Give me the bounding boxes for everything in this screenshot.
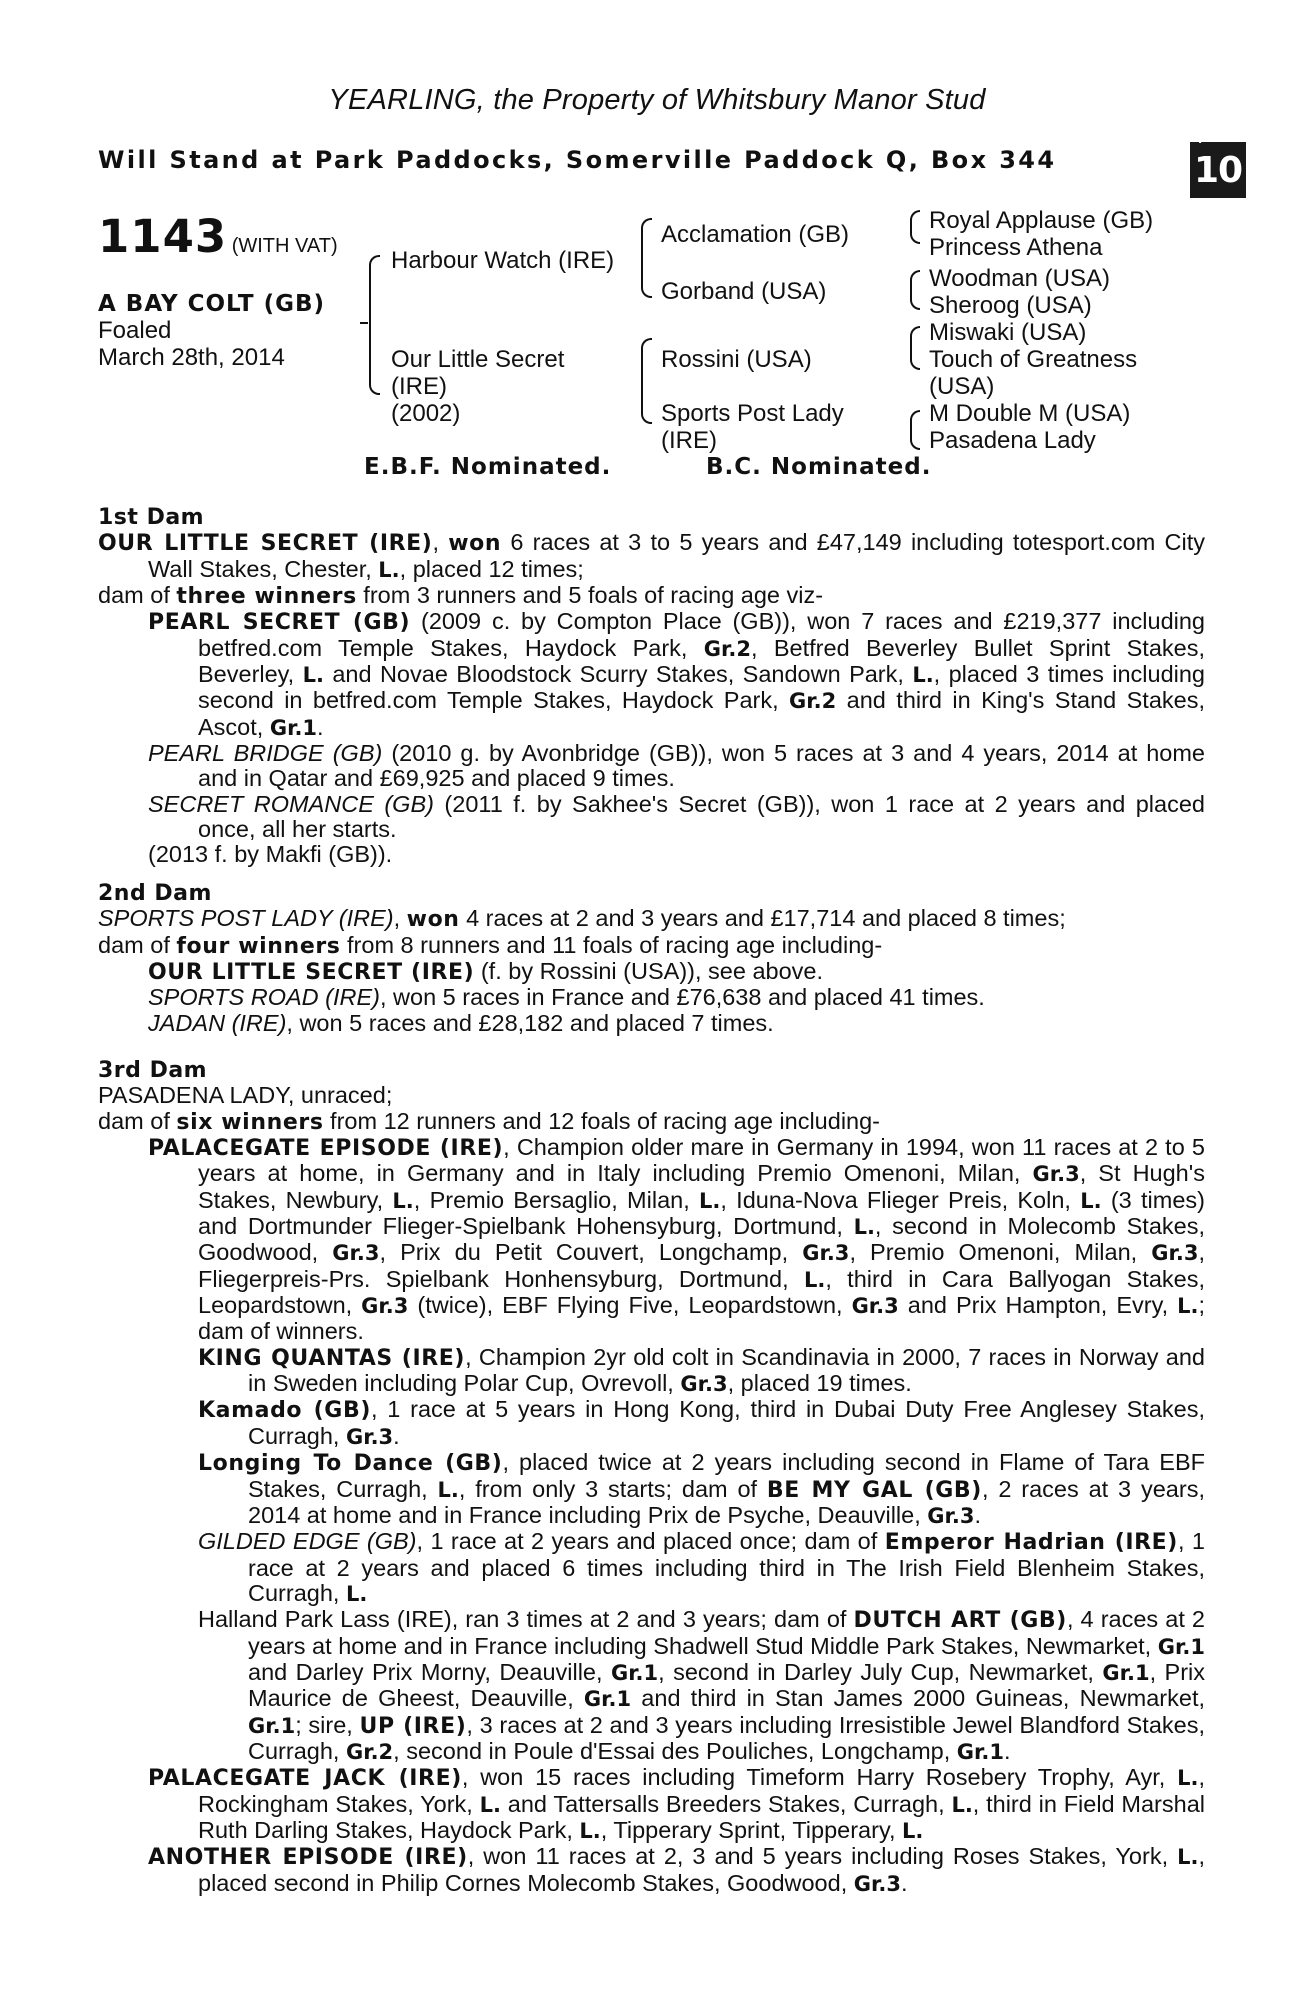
ancestor-3: Woodman (USA): [929, 265, 1110, 292]
pearl-bridge-entry: PEARL BRIDGE (GB) (2010 g. by Avonbridge (GB)), won 5 races at 3 and 4 years, 2014 at home and in Qatar and £69,925 and placed 9 times.: [148, 740, 1205, 792]
ancestor-1: Royal Applause (GB): [929, 207, 1154, 234]
secret-romance-entry: SECRET ROMANCE (GB) (2011 f. by Sakhee's Secret (GB)), won 1 race at 2 years and placed once, all her starts.: [148, 790, 1205, 843]
our-little-secret-entry: OUR LITTLE SECRET (IRE) (f. by Rossini (USA)), see above.: [148, 958, 824, 986]
ancestor-7: M Double M (USA): [929, 400, 1131, 427]
lot-number: 1143: [98, 210, 228, 263]
palacegate-episode-entry: PALACEGATE EPISODE (IRE), Champion older mare in Germany in 1994, won 11 races at 2 to 5 years at home, in Germany and in Italy including Premio Omenoni, Milan, Gr.3, St Hugh's Stakes, Newbury, L., Premio Bersaglio, Milan, L., Iduna-Nova Flieger Preis, Koln, L. (3 times) and Dortmunder Flieger-Spielbank Hohensyburg, Dortmund, L., second in Molecomb Stakes, Goodwood, Gr.3, Prix du Petit Couvert, Longchamp, Gr.3, Premio Omenoni, Milan, Gr.3, Fliegerpreis-Prs. Spielbank Honhensyburg, Dortmund, L., third in Cara Ballyogan Stakes, Leopardstown, Gr.3 (twice), EBF Flying Five, Leopardstown, Gr.3 and Prix Hampton, Evry, L.; dam of winners.: [148, 1134, 1205, 1345]
halland-park-lass-entry: Halland Park Lass (IRE), ran 3 times at 2 and 3 years; dam of DUTCH ART (GB), 4 races at 2 years at home and in France including Shadwell Stud Middle Park Stakes, Newmarket, Gr.1 and Darley Prix Morny, Deauville, Gr.1, second in Darley July Cup, Newmarket, Gr.1, Prix Maurice de Gheest, Deauville, Gr.1 and third in Stan James 2000 Guineas, Newmarket, Gr.1; sire, UP (IRE), 3 races at 2 and 3 years including Irresistible Jewel Blandford Stakes, Curragh, Gr.2, second in Poule d'Essai des Pouliches, Longchamp, Gr.1.: [198, 1606, 1206, 1764]
sports-road-entry: SPORTS ROAD (IRE), won 5 races in France and £76,638 and placed 41 times.: [148, 984, 985, 1011]
dam-sire: Rossini (USA): [661, 346, 812, 373]
badge-number: 10: [1193, 150, 1243, 191]
brace-g1: [910, 210, 920, 244]
ancestor-4: Sheroog (USA): [929, 292, 1092, 319]
palacegate-jack-entry: PALACEGATE JACK (IRE), won 15 races including Timeform Harry Rosebery Trophy, Ayr, L., Rockingham Stakes, York, L. and Tattersalls Breeders Stakes, Curragh, L., third in Field Marshal Ruth Darling Stakes, Haydock Park, L., Tipperary Sprint, Tipperary, L.: [148, 1764, 1205, 1843]
stand-location: Will Stand at Park Paddocks, Somerville Paddock Q, Box 344: [98, 146, 1057, 174]
jadan-entry: JADAN (IRE), won 5 races and £28,182 and placed 7 times.: [148, 1009, 774, 1036]
brace-sire: [641, 218, 652, 298]
foaled-label: Foaled: [98, 317, 172, 344]
brace-g3: [910, 326, 920, 370]
ancestor-6a: Touch of Greatness: [929, 346, 1138, 373]
second-dam-title: 2nd Dam: [98, 881, 212, 906]
king-quantas-entry: KING QUANTAS (IRE), Champion 2yr old colt in Scandinavia in 2000, 7 races in Norway and in Sweden including Polar Cup, Ovrevoll, Gr.3, placed 19 times.: [198, 1343, 1205, 1397]
third-dam-title: 3rd Dam: [98, 1058, 208, 1083]
brace-main-tip: [360, 322, 368, 324]
third-dam-section: [98, 1058, 1205, 1897]
dam-line3: (2002): [391, 400, 461, 427]
first-dam-title: 1st Dam: [98, 505, 205, 530]
sire: Harbour Watch (IRE): [391, 247, 615, 274]
ebf-nominated: E.B.F. Nominated.: [364, 454, 612, 480]
foaled-date: March 28th, 2014: [98, 344, 285, 371]
bc-nominated: B.C. Nominated.: [706, 454, 932, 480]
sire-dam: Gorband (USA): [661, 278, 827, 305]
ancestor-2: Princess Athena: [929, 234, 1103, 261]
second-dam-intro: SPORTS POST LADY (IRE), won 4 races at 2 and 3 years and £17,714 and placed 8 times;: [98, 905, 1066, 933]
second-dam-section: [98, 881, 1205, 1036]
third-dam-produce: dam of six winners from 12 runners and 12 foals of racing age including-: [98, 1107, 881, 1135]
book-badge: [1190, 128, 1246, 198]
pearl-secret-entry: PEARL SECRET (GB) (2009 c. by Compton Place (GB)), won 7 races and £219,377 including betfred.com Temple Stakes, Haydock Park, Gr.2, Betfred Beverley Bullet Sprint Stakes, Beverley, L. and Novae Bloodstock Scurry Stakes, Sandown Park, L., placed 3 times including second in betfred.com Temple Stakes, Haydock Park, Gr.2 and third in King's Stand Stakes, Ascot, Gr.1.: [148, 608, 1206, 740]
lot-description: A BAY COLT (GB): [98, 291, 326, 317]
brace-main: [369, 255, 380, 395]
yearling-header: YEARLING, the Property of Whitsbury Manor Stud: [328, 84, 986, 116]
lot-number-line: [98, 210, 338, 263]
dam-dam-line2: (IRE): [661, 427, 717, 454]
dam-dam-line1: Sports Post Lady: [661, 400, 844, 427]
ancestor-8: Pasadena Lady: [929, 427, 1096, 454]
ancestor-6b: (USA): [929, 373, 995, 400]
second-dam-produce: dam of four winners from 8 runners and 11 foals of racing age including-: [98, 931, 883, 959]
vat-label: (WITH VAT): [231, 235, 338, 257]
kamado-entry: Kamado (GB), 1 race at 5 years in Hong Kong, third in Dubai Duty Free Anglesey Stakes, Curragh, Gr.3.: [198, 1396, 1205, 1449]
dam-line2: (IRE): [391, 373, 447, 400]
brace-g2: [910, 270, 920, 310]
ancestor-5: Miswaki (USA): [929, 319, 1087, 346]
brace-dam: [641, 338, 652, 424]
first-dam-section: [98, 505, 1205, 868]
brace-g4: [910, 410, 920, 450]
third-dam-intro: PASADENA LADY, unraced;: [98, 1082, 393, 1109]
badge-plus: +: [1193, 128, 1207, 148]
longing-to-dance-entry: Longing To Dance (GB), placed twice at 2 years including second in Flame of Tara EBF Stakes, Curragh, L., from only 3 starts; dam of BE MY GAL (GB), 2 races at 3 years, 2014 at home and in France including Prix de Psyche, Deauville, Gr.3.: [198, 1449, 1205, 1528]
sire-sire: Acclamation (GB): [661, 221, 850, 248]
another-episode-entry: ANOTHER EPISODE (IRE), won 11 races at 2, 3 and 5 years including Roses Stakes, York, L., placed second in Philip Cornes Molecomb Stakes, Goodwood, Gr.3.: [148, 1843, 1205, 1896]
makfi-entry: (2013 f. by Makfi (GB)).: [148, 841, 393, 868]
gilded-edge-entry: GILDED EDGE (GB), 1 race at 2 years and placed once; dam of Emperor Hadrian (IRE), 1 race at 2 years and placed 6 times including third in The Irish Field Blenheim Stakes, Curragh, L.: [198, 1528, 1205, 1606]
first-dam-produce: dam of three winners from 3 runners and 5 foals of racing age viz-: [98, 582, 824, 610]
dam-line1: Our Little Secret: [391, 346, 565, 373]
first-dam-intro: OUR LITTLE SECRET (IRE), won 6 races at 3 to 5 years and £47,149 including totesport.com City Wall Stakes, Chester, L., placed 12 times;: [98, 529, 1206, 582]
